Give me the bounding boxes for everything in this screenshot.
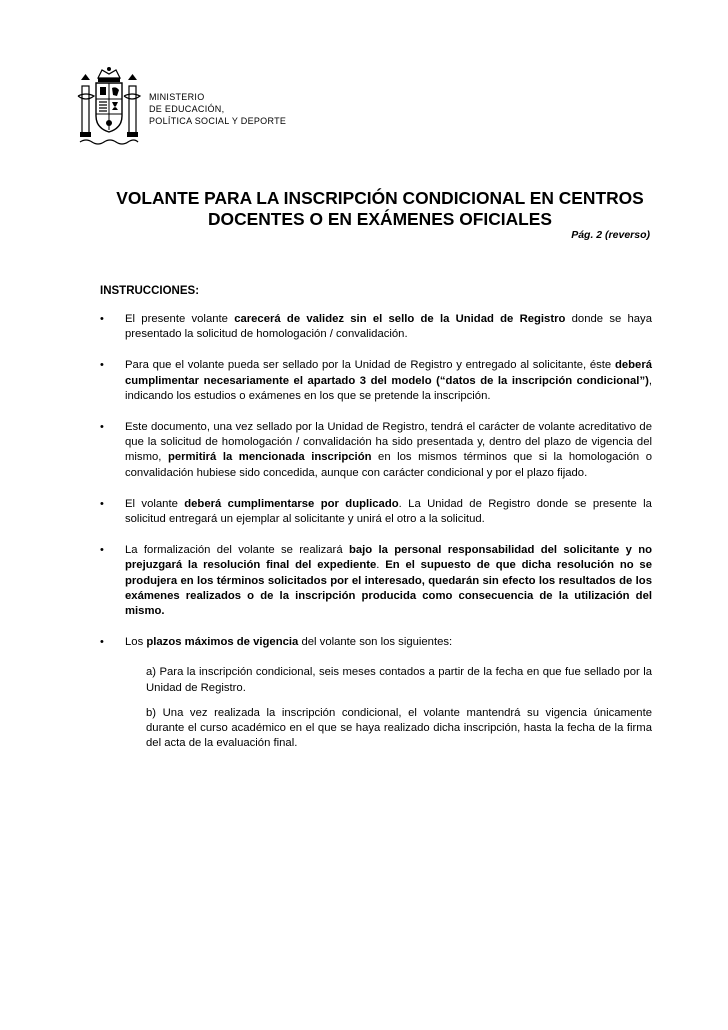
text: .	[376, 559, 386, 572]
document-title	[100, 188, 660, 230]
ministry-name	[149, 91, 286, 127]
bullet-icon: •	[100, 497, 104, 510]
bullet-icon: •	[100, 544, 104, 557]
instructions-list	[100, 312, 652, 767]
instruction-item	[100, 358, 652, 404]
instruction-text	[125, 313, 652, 340]
ministry-line: POLÍTICA SOCIAL Y DEPORTE	[149, 116, 287, 126]
title-line-2: DOCENTES O EN EXÁMENES OFICIALES	[208, 209, 552, 229]
text: El presente volante	[125, 313, 235, 325]
bold-text: permitirá la mencionada inscripción	[167, 451, 372, 464]
instruction-text	[125, 498, 652, 525]
ministry-line: DE EDUCACIÓN,	[149, 104, 225, 114]
bullet-icon: •	[100, 636, 104, 649]
bold-text: deberá cumplimentar necesariamente el apartado 3 del modelo (“datos de la inscripción condicional”)	[125, 359, 652, 387]
text: , indicando los estudios o exámenes en los que se pretende la inscripción.	[125, 374, 652, 402]
text: Los	[125, 636, 147, 649]
bold-text: carecerá de validez sin el sello de la Unidad de Registro	[234, 313, 566, 325]
subitem: a) Para la inscripción condicional, seis meses contados a partir de la fecha en que fue sellado por la Unidad de Registro.	[146, 666, 652, 694]
instructions-heading: INSTRUCCIONES:	[100, 285, 200, 297]
title-line-1: VOLANTE PARA LA INSCRIPCIÓN CONDICIONAL EN CENTROS	[116, 188, 644, 208]
instruction-item	[100, 312, 652, 342]
text: del volante son los siguientes:	[298, 636, 453, 649]
bullet-icon: •	[100, 359, 104, 372]
spain-coat-of-arms-icon	[76, 66, 142, 148]
ministry-line: MINISTERIO	[149, 92, 205, 102]
instruction-text	[125, 421, 652, 479]
text: . La Unidad de Registro donde se presente la solicitud entregará un ejemplar al solicitante y unirá el otro a la solicitud.	[125, 497, 652, 526]
instruction-item	[100, 497, 652, 527]
bullet-icon: •	[100, 421, 104, 434]
bold-text: bajo la personal responsabilidad del solicitante y no prejuzgará la resolución final del expediente	[125, 544, 652, 572]
bold-text: plazos máximos de vigencia	[146, 636, 299, 649]
instruction-text	[125, 359, 652, 401]
page-number: Pág. 2 (reverso)	[571, 229, 650, 241]
instruction-item	[100, 635, 652, 751]
instruction-item	[100, 420, 652, 481]
bold-text: En el supuesto de que dicha resolución no se produjera en los términos solicitados por el interesado, quedarán sin efecto los resultados de los exámenes realizados o de la inscripción producida como consecuencia de la utilización del mismo.	[125, 559, 652, 618]
text: El volante	[125, 497, 185, 510]
text: Este documento, una vez sellado por la Unidad de Registro, tendrá el carácter de volante acreditativo de que la solicitud de homologación / convalidación ha sido presentada y, dentro del plazo de vigencia del mismo,	[125, 421, 652, 464]
instruction-text	[125, 544, 652, 617]
bold-text: deberá cumplimentarse por duplicado	[184, 497, 399, 510]
text: donde se haya presentado la solicitud de homologación / convalidación.	[125, 313, 652, 341]
instruction-text	[125, 636, 452, 648]
text: en los mismos términos que si la homologación o convalidación hubiese sido concedida, aunque con carácter condicional y por el plazo fijado.	[125, 451, 652, 479]
text: La formalización del volante se realizará	[125, 544, 349, 557]
bullet-icon: •	[100, 313, 104, 325]
subitem: b) Una vez realizada la inscripción condicional, el volante mantendrá su vigencia únicamente durante el curso académico en el que se haya realizado dicha inscripción, hasta la fecha de la firma del acta de la evaluación final.	[146, 706, 652, 750]
instruction-item	[100, 543, 652, 619]
text: Para que el volante pueda ser sellado por la Unidad de Registro y entregado al solicitante, éste	[125, 359, 615, 372]
